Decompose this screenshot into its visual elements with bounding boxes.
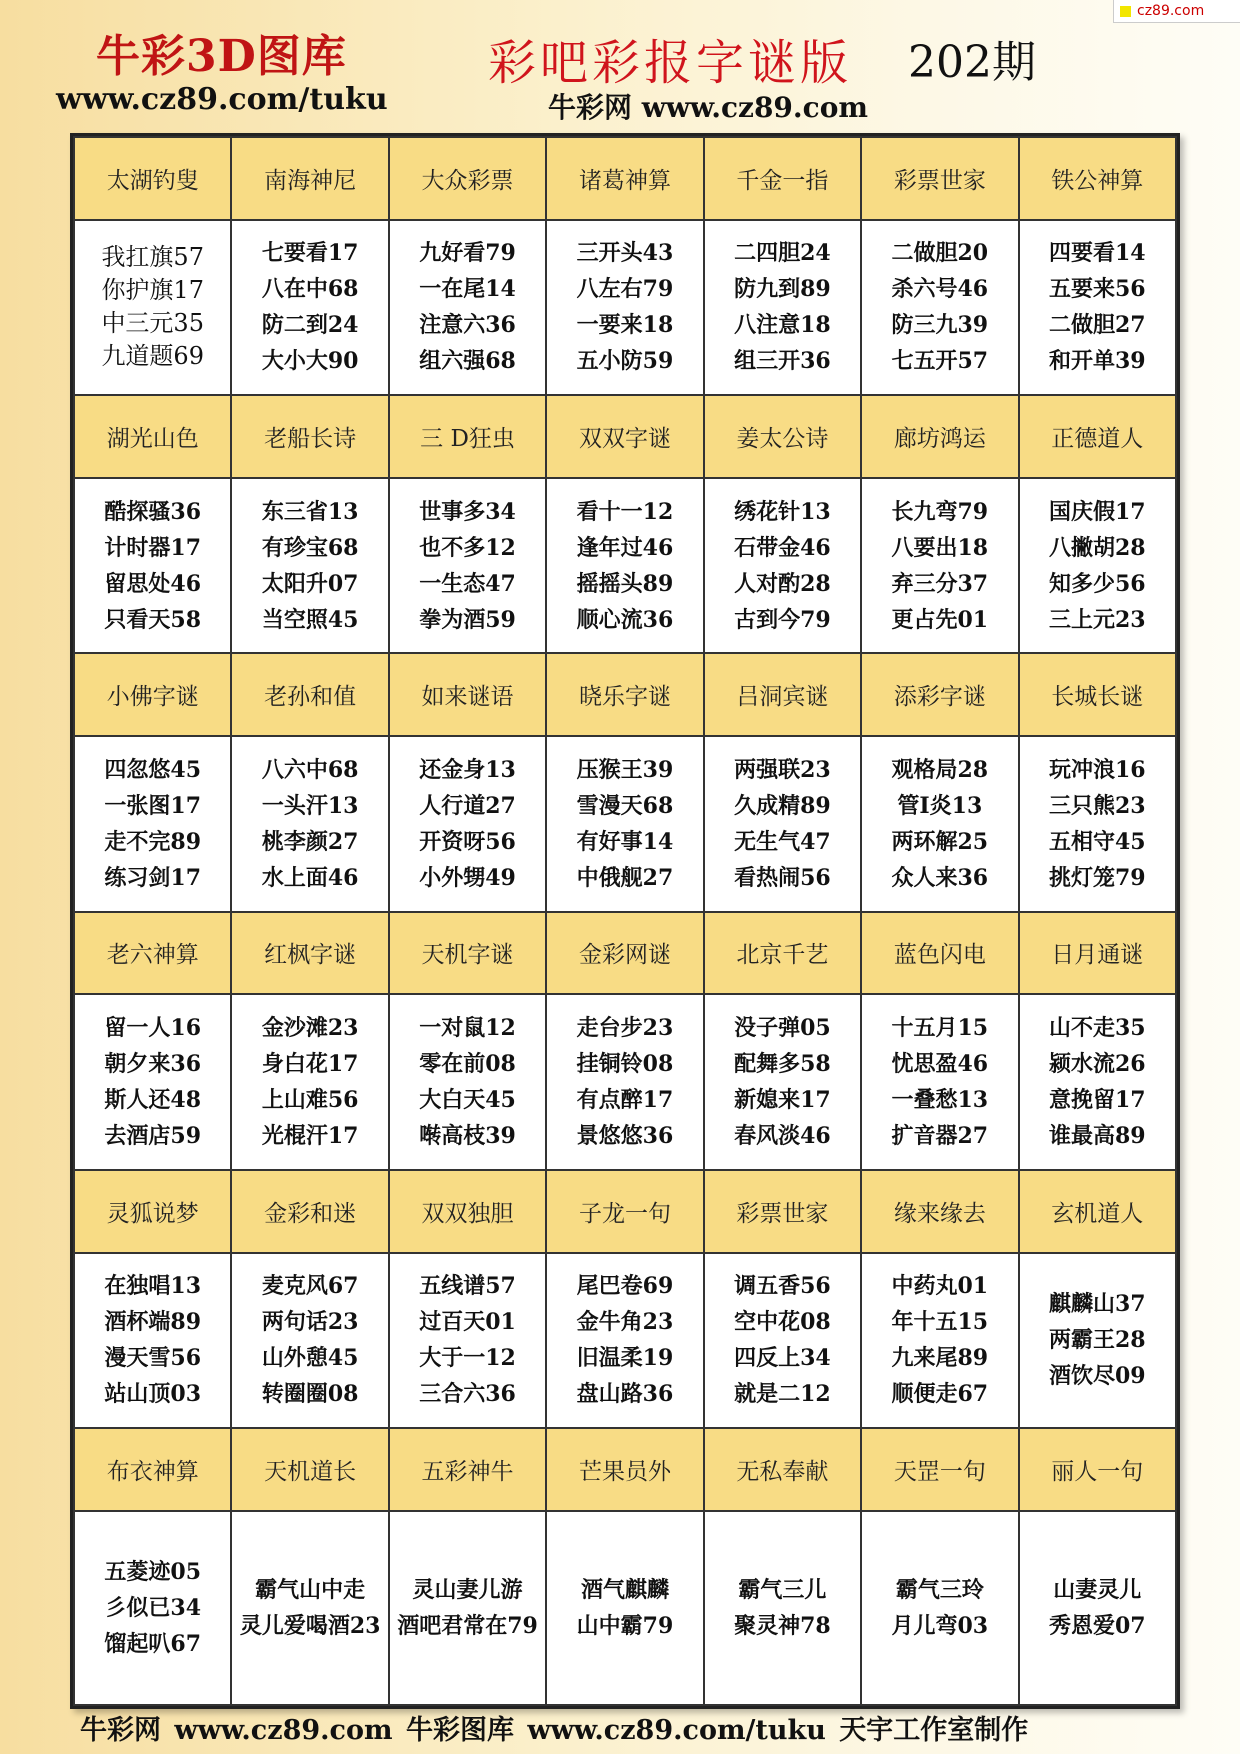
riddle-line: 三开头43 [576,240,674,267]
riddle-line: 四要看14 [1048,240,1146,267]
riddle-line: 霸气山中走 [255,1576,366,1603]
riddle-line: 走不完89 [104,828,202,855]
riddle-cell [74,220,231,396]
author-name-cell: 双双字谜 [546,395,703,478]
riddle-line: 春风淡46 [734,1123,831,1150]
riddle-line: 七要看17 [261,240,359,267]
riddle-line: 防九到89 [734,276,831,303]
author-name-cell: 蓝色闪电 [861,912,1018,995]
riddle-cell [389,220,546,396]
riddle-line: 石带金46 [734,534,831,561]
riddle-cell [1019,220,1176,396]
riddle-cell [546,220,703,396]
riddle-line: 雪漫天68 [576,792,674,819]
riddle-line: 二做胆27 [1048,312,1146,339]
author-name-cell: 老孙和值 [231,653,388,736]
riddle-line: 酒饮尽09 [1048,1363,1146,1390]
riddle-cell [74,1253,231,1429]
author-name-cell: 彩票世家 [861,137,1018,220]
riddle-line: 杀六号46 [891,276,989,303]
riddle-line: 三只熊23 [1048,792,1146,819]
riddle-line: 九好看79 [419,240,516,267]
riddle-line: 八在中68 [261,276,359,303]
riddle-line: 斯人还48 [104,1087,202,1114]
riddle-line: 也不多12 [419,534,516,561]
riddle-line: 一张图17 [104,792,202,819]
riddle-line: 你护旗17 [101,276,204,305]
riddle-line: 更占先01 [891,606,989,633]
riddle-row [74,478,1176,654]
riddle-cell [861,1253,1018,1429]
riddle-line: 久成精89 [734,792,831,819]
riddle-line: 九来尾89 [891,1345,989,1372]
author-name-cell: 北京千艺 [704,912,861,995]
author-name-cell: 湖光山色 [74,395,231,478]
riddle-line: 一头汗13 [261,792,359,819]
riddle-line: 旧温柔19 [576,1345,674,1372]
author-name-cell: 日月通谜 [1019,912,1176,995]
riddle-line: 和开单39 [1048,348,1146,375]
riddle-line: 金牛角23 [576,1309,674,1336]
riddle-line: 八六中68 [261,756,359,783]
badge-square-icon [1120,6,1131,17]
riddle-line: 有点醉17 [576,1087,674,1114]
riddle-cell [74,1511,231,1705]
riddle-line: 练习剑17 [104,864,202,891]
riddle-line: 颍水流26 [1048,1051,1146,1078]
riddle-line: 两霸王28 [1048,1327,1146,1354]
riddle-line: 中药丸01 [891,1273,989,1300]
riddle-cell [1019,478,1176,654]
author-name-cell: 芒果员外 [546,1428,703,1511]
riddle-line: 国庆假17 [1048,498,1146,525]
riddle-line: 景悠悠36 [576,1123,674,1150]
riddle-line: 两句话23 [261,1309,359,1336]
riddle-line: 大于一12 [419,1345,516,1372]
site-title: 牛彩3D图库 [96,31,347,82]
riddle-line: 灵山妻儿游 [412,1576,523,1603]
riddle-cell [389,736,546,912]
riddle-line: 意挽留17 [1048,1087,1146,1114]
riddle-line: 注意六36 [419,312,516,339]
author-name-cell: 太湖钓叟 [74,137,231,220]
riddle-cell [231,736,388,912]
riddle-line: 三上元23 [1048,606,1146,633]
riddle-line: 防二到24 [261,312,359,339]
riddle-row [74,1511,1176,1705]
riddle-line: 八左右79 [576,276,674,303]
riddle-cell [74,478,231,654]
riddle-line: 灵儿爱喝酒23 [239,1612,381,1639]
riddle-line: 组三开36 [734,348,831,375]
author-name-cell: 无私奉献 [704,1428,861,1511]
riddle-line: 当空照45 [261,606,359,633]
riddle-cell [861,478,1018,654]
riddle-line: 光棍汗17 [261,1123,359,1150]
riddle-line: 有珍宝68 [261,534,359,561]
badge-text: cz89.com [1137,3,1205,19]
riddle-line: 二做胆20 [891,240,989,267]
author-name-cell: 天罡一句 [861,1428,1018,1511]
riddle-line: 观格局28 [891,756,989,783]
riddle-line: 四忽悠45 [104,756,202,783]
riddle-line: 尾巴卷69 [576,1273,674,1300]
author-name-cell: 丽人一句 [1019,1428,1176,1511]
riddle-line: 山不走35 [1048,1015,1146,1042]
riddle-line: 只看天58 [104,606,202,633]
riddle-line: 有好事14 [576,828,674,855]
riddle-line: 我扛旗57 [101,243,204,272]
author-name-cell: 诸葛神算 [546,137,703,220]
riddle-line: 八要出18 [891,534,989,561]
riddle-line: 月儿弯03 [891,1612,989,1639]
author-name-cell: 小佛字谜 [74,653,231,736]
riddle-line: 压猴王39 [576,756,674,783]
riddle-line: 八注意18 [734,312,831,339]
author-name-cell: 姜太公诗 [704,395,861,478]
riddle-line: 组六强68 [419,348,516,375]
riddle-line: 桃李颜27 [261,828,359,855]
author-name-cell: 老六神算 [74,912,231,995]
header-row [74,1428,1176,1511]
riddle-cell [74,736,231,912]
riddle-line: 大小大90 [261,348,359,375]
riddle-cell [704,478,861,654]
author-name-cell: 廊坊鸿运 [861,395,1018,478]
author-name-cell: 南海神尼 [231,137,388,220]
riddle-cell [546,994,703,1170]
riddle-line: 五要来56 [1048,276,1146,303]
riddle-line: 年十五15 [891,1309,989,1336]
riddle-line: 新媳来17 [734,1087,831,1114]
header-row [74,912,1176,995]
author-name-cell: 彩票世家 [704,1170,861,1253]
author-name-cell: 晓乐字谜 [546,653,703,736]
riddle-line: 摇摇头89 [576,570,674,597]
riddle-row [74,736,1176,912]
riddle-line: 酒气麒麟 [580,1576,669,1603]
riddle-line: 身白花17 [261,1051,359,1078]
riddle-line: 配舞多58 [734,1051,831,1078]
riddle-line: 三合六36 [419,1381,516,1408]
footer-credits: 牛彩网 www.cz89.com 牛彩图库 www.cz89.com/tuku 天宇工作室制作 [80,1715,1029,1746]
riddle-line: 谁最高89 [1048,1123,1146,1150]
author-name-cell: 天机道长 [231,1428,388,1511]
riddle-cell [389,994,546,1170]
riddle-line: 八撇胡28 [1048,534,1146,561]
riddle-cell [231,1253,388,1429]
author-name-cell: 长城长谜 [1019,653,1176,736]
riddle-cell [389,1253,546,1429]
riddle-line: 古到今79 [734,606,831,633]
riddle-line: 山妻灵儿 [1053,1576,1142,1603]
riddle-line: 太阳升07 [261,570,359,597]
riddle-line: 朝夕来36 [104,1051,202,1078]
riddle-line: 秀恩爱07 [1048,1612,1146,1639]
riddle-line: 上山难56 [261,1087,359,1114]
riddle-line: 走台步23 [576,1015,674,1042]
riddle-line: 一在尾14 [419,276,516,303]
riddle-line: 转圈圈08 [261,1381,359,1408]
author-name-cell: 子龙一句 [546,1170,703,1253]
riddle-line: 扩音器27 [891,1123,989,1150]
author-name-cell: 五彩神牛 [389,1428,546,1511]
riddle-line: 盘山路36 [576,1381,674,1408]
riddle-line: 挑灯笼79 [1048,864,1146,891]
riddle-cell [704,1253,861,1429]
author-name-cell: 吕洞宾谜 [704,653,861,736]
site-badge[interactable] [1113,0,1240,23]
riddle-line: 水上面46 [261,864,359,891]
author-name-cell: 铁公神算 [1019,137,1176,220]
riddle-line: 逢年过46 [576,534,674,561]
riddle-cell [231,994,388,1170]
riddle-cell [861,994,1018,1170]
riddle-line: 小外甥49 [419,864,516,891]
riddle-line: 漫天雪56 [104,1345,202,1372]
author-name-cell: 千金一指 [704,137,861,220]
riddle-line: 聚灵神78 [734,1612,831,1639]
riddle-line: 没子弹05 [734,1015,831,1042]
riddle-line: 空中花08 [734,1309,831,1336]
author-name-cell: 红枫字谜 [231,912,388,995]
riddle-line: 山外憩45 [261,1345,359,1372]
riddle-line: 二四胆24 [734,240,831,267]
riddle-line: 还金身13 [419,756,516,783]
riddle-row [74,1253,1176,1429]
author-name-cell: 添彩字谜 [861,653,1018,736]
riddle-line: 酒杯端89 [104,1309,202,1336]
site-url[interactable]: 牛彩网 www.cz89.com [548,91,869,124]
riddle-line: 在独唱13 [104,1273,202,1300]
riddle-line: 五菱迹05 [104,1558,202,1585]
riddle-line: 无生气47 [734,828,831,855]
riddle-line: 一叠愁13 [891,1087,989,1114]
riddle-line: 世事多34 [419,498,516,525]
riddle-line: 留一人16 [104,1015,202,1042]
riddle-line: 管Ⅰ炎13 [897,792,983,819]
riddle-line: 九道题69 [101,342,204,371]
riddle-line: 彡似已34 [104,1594,202,1621]
riddle-line: 金沙滩23 [261,1015,359,1042]
riddle-line: 留思处46 [104,570,202,597]
riddle-cell [704,736,861,912]
riddle-line: 五相守45 [1048,828,1146,855]
header-row [74,137,1176,220]
riddle-line: 弃三分37 [891,570,989,597]
author-name-cell: 天机字谜 [389,912,546,995]
riddle-line: 大白天45 [419,1087,516,1114]
riddle-cell [1019,736,1176,912]
riddle-cell [231,1511,388,1705]
riddle-line: 拳为酒59 [419,606,516,633]
riddle-line: 五小防59 [576,348,674,375]
riddle-cell [1019,994,1176,1170]
riddle-line: 东三省13 [261,498,359,525]
author-name-cell: 老船长诗 [231,395,388,478]
author-name-cell: 大众彩票 [389,137,546,220]
riddle-line: 玩冲浪16 [1048,756,1146,783]
riddle-cell [861,1511,1018,1705]
riddle-line: 五线谱57 [419,1273,516,1300]
riddle-line: 知多少56 [1048,570,1146,597]
riddle-row [74,994,1176,1170]
author-name-cell: 缘来缘去 [861,1170,1018,1253]
riddle-line: 两环解25 [891,828,989,855]
riddle-row [74,220,1176,396]
riddle-line: 四反上34 [734,1345,831,1372]
riddle-cell [231,220,388,396]
riddle-line: 计时器17 [104,534,202,561]
author-name-cell: 三 D狂虫 [389,395,546,478]
author-name-cell: 正德道人 [1019,395,1176,478]
riddle-line: 山中霸79 [576,1612,674,1639]
riddle-line: 啭高枝39 [419,1123,516,1150]
tuku-url[interactable]: www.cz89.com/tuku [56,82,388,117]
page-title: 彩吧彩报字谜版 [488,35,853,91]
author-name-cell: 金彩网谜 [546,912,703,995]
riddle-cell [546,1253,703,1429]
author-name-cell: 金彩和迷 [231,1170,388,1253]
riddle-line: 忧思盈46 [891,1051,989,1078]
riddle-line: 开资呀56 [419,828,516,855]
riddle-line: 站山顶03 [104,1381,202,1408]
riddle-cell [704,994,861,1170]
riddle-line: 众人来36 [891,864,989,891]
riddle-line: 看十一12 [576,498,674,525]
riddle-cell [546,736,703,912]
riddle-cell [704,1511,861,1705]
riddle-line: 霸气三玲 [895,1576,984,1603]
header-row [74,1170,1176,1253]
riddle-cell [861,736,1018,912]
riddle-line: 中三元35 [101,309,204,338]
author-name-cell: 灵狐说梦 [74,1170,231,1253]
issue-number: 202期 [908,37,1036,88]
riddle-line: 两强联23 [734,756,831,783]
riddle-line: 零在前08 [419,1051,516,1078]
riddle-cell [231,478,388,654]
riddle-line: 人对酌28 [734,570,831,597]
riddle-table [73,136,1177,1706]
riddle-line: 酷探骚36 [104,498,202,525]
riddle-table-frame [70,133,1180,1709]
author-name-cell: 如来谜语 [389,653,546,736]
riddle-cell [546,1511,703,1705]
riddle-line: 霸气三儿 [738,1576,827,1603]
riddle-line: 去酒店59 [104,1123,202,1150]
riddle-cell [1019,1253,1176,1429]
riddle-line: 馏起叭67 [104,1630,202,1657]
riddle-line: 防三九39 [891,312,989,339]
riddle-cell [704,220,861,396]
riddle-line: 麒麟山37 [1048,1291,1146,1318]
riddle-line: 七五开57 [891,348,989,375]
riddle-line: 绣花针13 [734,498,831,525]
riddle-line: 看热闹56 [734,864,831,891]
riddle-line: 顺便走67 [891,1381,989,1408]
riddle-cell [861,220,1018,396]
riddle-cell [389,478,546,654]
riddle-line: 人行道27 [419,792,516,819]
riddle-line: 中俄舰27 [576,864,674,891]
author-name-cell: 布衣神算 [74,1428,231,1511]
riddle-cell [389,1511,546,1705]
header-row [74,395,1176,478]
riddle-line: 长九弯79 [891,498,989,525]
author-name-cell: 双双独胆 [389,1170,546,1253]
riddle-cell [546,478,703,654]
riddle-line: 顺心流36 [576,606,674,633]
riddle-line: 麦克风67 [261,1273,359,1300]
header-row [74,653,1176,736]
riddle-line: 一生态47 [419,570,516,597]
riddle-line: 就是二12 [734,1381,831,1408]
riddle-line: 挂铜铃08 [576,1051,674,1078]
riddle-cell [74,994,231,1170]
author-name-cell: 玄机道人 [1019,1170,1176,1253]
riddle-line: 一要来18 [576,312,674,339]
riddle-line: 十五月15 [891,1015,989,1042]
riddle-line: 调五香56 [734,1273,831,1300]
riddle-cell [1019,1511,1176,1705]
riddle-line: 酒吧君常在79 [397,1612,538,1639]
riddle-line: 一对鼠12 [419,1015,516,1042]
riddle-line: 过百天01 [419,1309,516,1336]
